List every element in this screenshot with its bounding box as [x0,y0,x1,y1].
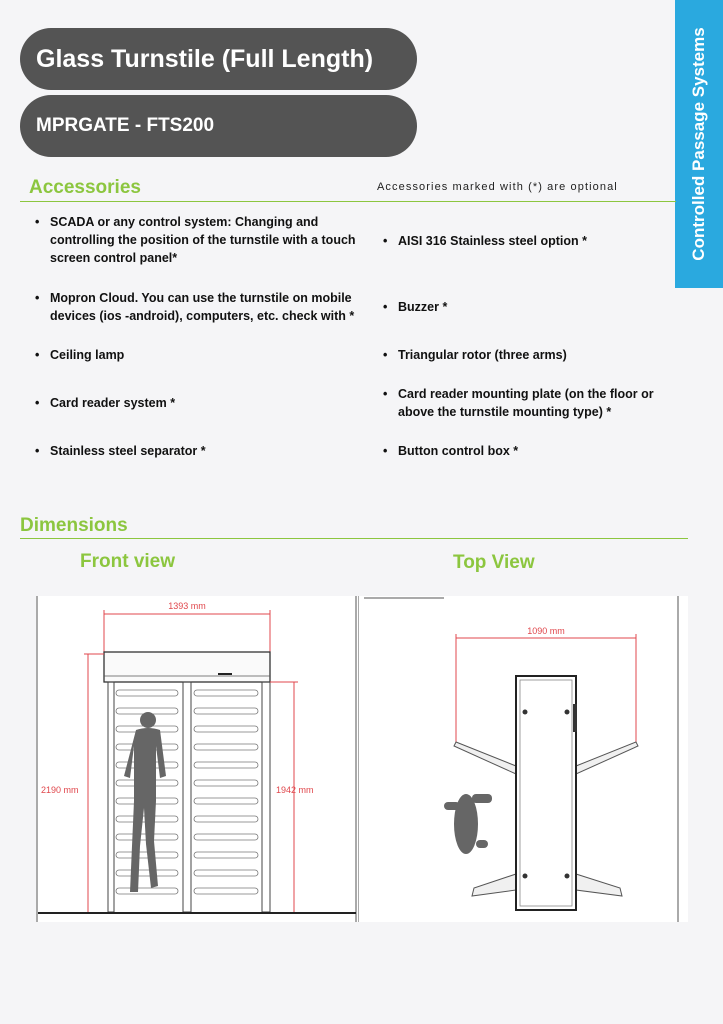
accessory-line: screen control panel* [50,251,178,265]
accessory-item: • Mopron Cloud. You can use the turnstile on mobile devices (ios -android), computers, etc. check with * [35,291,355,323]
front-view-label: Front view [80,551,176,572]
accessory-line: Buzzer * [398,300,448,314]
dimensions-heading: Dimensions [20,515,128,536]
accessory-line: Mopron Cloud. You can use the turnstile on mobile [50,291,352,305]
accessory-line: Card reader system * [50,396,176,410]
accessories-heading: Accessories [29,177,141,198]
accessory-item: • Ceiling lamp [35,348,125,362]
accessory-item: • SCADA or any control system: Changing and controlling the position of the turnstile with a touch screen control panel* [35,215,356,265]
accessory-line: above the turnstile mounting type) * [398,405,612,419]
accessory-line: devices (ios -android), computers, etc. check with * [50,309,355,323]
model-badge [20,95,417,157]
accessory-item: • Stainless steel separator * [35,444,206,458]
accessory-item: • Card reader mounting plate (on the floor or above the turnstile mounting type) * [383,387,654,419]
accessory-line: Ceiling lamp [50,348,125,362]
model-text: MPRGATE - FTS200 [36,115,215,136]
accessory-line: Card reader mounting plate (on the floor or [398,387,654,401]
front-height-passage-label: 1942 mm [276,785,314,795]
top-width-label: 1090 mm [527,626,565,636]
accessory-line: AISI 316 Stainless steel option * [398,234,587,248]
accessory-item: • Button control box * [383,444,519,458]
accessory-line: Button control box * [398,444,519,458]
accessory-item: • Triangular rotor (three arms) [383,348,567,362]
accessory-line: Triangular rotor (three arms) [398,348,567,362]
page-title [20,28,417,90]
accessory-line: controlling the position of the turnstile with a touch [50,233,356,247]
front-width-label: 1393 mm [168,601,206,611]
optional-note: Accessories marked with (*) are optional [377,181,618,193]
accessory-line: SCADA or any control system: Changing and [50,215,319,229]
top-view-drawing [358,596,688,922]
side-tab [675,0,723,288]
accessory-line: Stainless steel separator * [50,444,206,458]
accessory-item: • Card reader system * [35,396,176,410]
front-height-total-label: 2190 mm [41,785,79,795]
side-tab-label: Controlled Passage Systems [689,27,708,261]
accessory-item: • Buzzer * [383,300,448,314]
top-view-label: Top View [453,552,535,573]
front-view-drawing [36,596,358,922]
accessory-item: • AISI 316 Stainless steel option * [383,234,587,248]
page-title-text: Glass Turnstile (Full Length) [36,44,374,73]
accessories-rule [20,201,676,202]
dimensions-rule [20,538,688,539]
